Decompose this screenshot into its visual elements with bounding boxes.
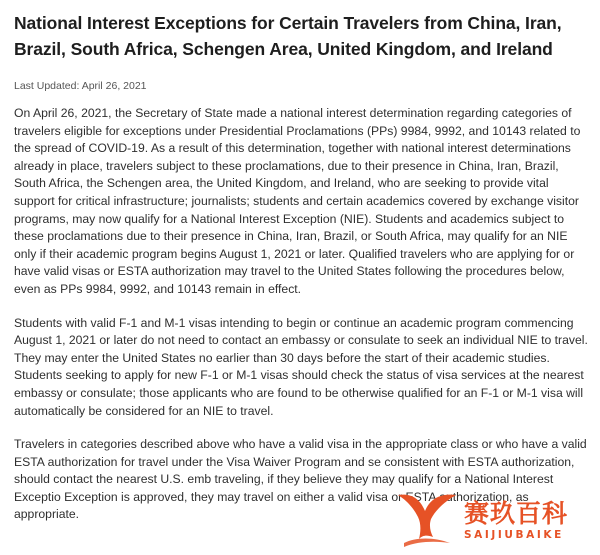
watermark [394,489,594,553]
watermark-name-cn: 赛玖百科 [464,499,569,528]
article [14,0,590,536]
paragraph-3: Travelers in categories described above who have a valid visa in the appropriate class or who have a valid ESTA authorization for travel under the Visa Waiver Program and se consistent with ESTA authorization, should contact the nearest U.S. emb traveling, if they believe they may qualify for a National Interest Exceptio Exception is approved, they may travel on either a valid visa or ESTA authorization, as appropriate. [14,437,587,522]
page-title: National Interest Exceptions for Certain Travelers from China, Iran, Brazil, South Africa, Schengen Area, United Kingdom, and Ireland [14,13,562,59]
whale-tail-icon [394,489,460,553]
paragraph-1: On April 26, 2021, the Secretary of State made a national interest determination regarding categories of travelers eligible for exceptions under Presidential Proclamations (PPs) 9984, 9992, and 10143 related to the spread of COVID-19. As a result of this determination, together with national interest determinations already in place, travelers subject to these proclamations, due to their presence in China, Iran, Brazil, South Africa, the Schengen area, the United Kingdom, and Ireland, who are seeking to provide vital support for critical infrastructure; journalists; students and certain academics covered by exchange visitor programs, may now qualify for a National Interest Exception (NIE). Students and academics subject to these proclamations due to their presence in China, Iran, Brazil, or South Africa, may qualify for an NIE only if their academic program begins August 1, 2021 or later. Qualified travelers who are applying for or have valid visas or ESTA authorization may travel to the United States following the procedures below, even as PPs 9984, 9992, and 10143 remain in effect. [14,106,581,296]
paragraph-2: Students with valid F-1 and M-1 visas intending to begin or continue an academic program commencing August 1, 2021 or later do not need to contact an embassy or consulate to seek an individual NIE to travel. They may enter the United States no earlier than 30 days before the start of their academic studies. Students seeking to apply for new F-1 or M-1 visas should check the status of visa services at the nearest embassy or consulate; those applicants who are found to be otherwise qualified for an F-1 or M-1 visa will automatically be considered for an NIE to travel. [14,315,588,418]
watermark-name-en: SAIJIUBAIKE [464,529,564,541]
last-updated: Last Updated: April 26, 2021 [14,80,147,92]
